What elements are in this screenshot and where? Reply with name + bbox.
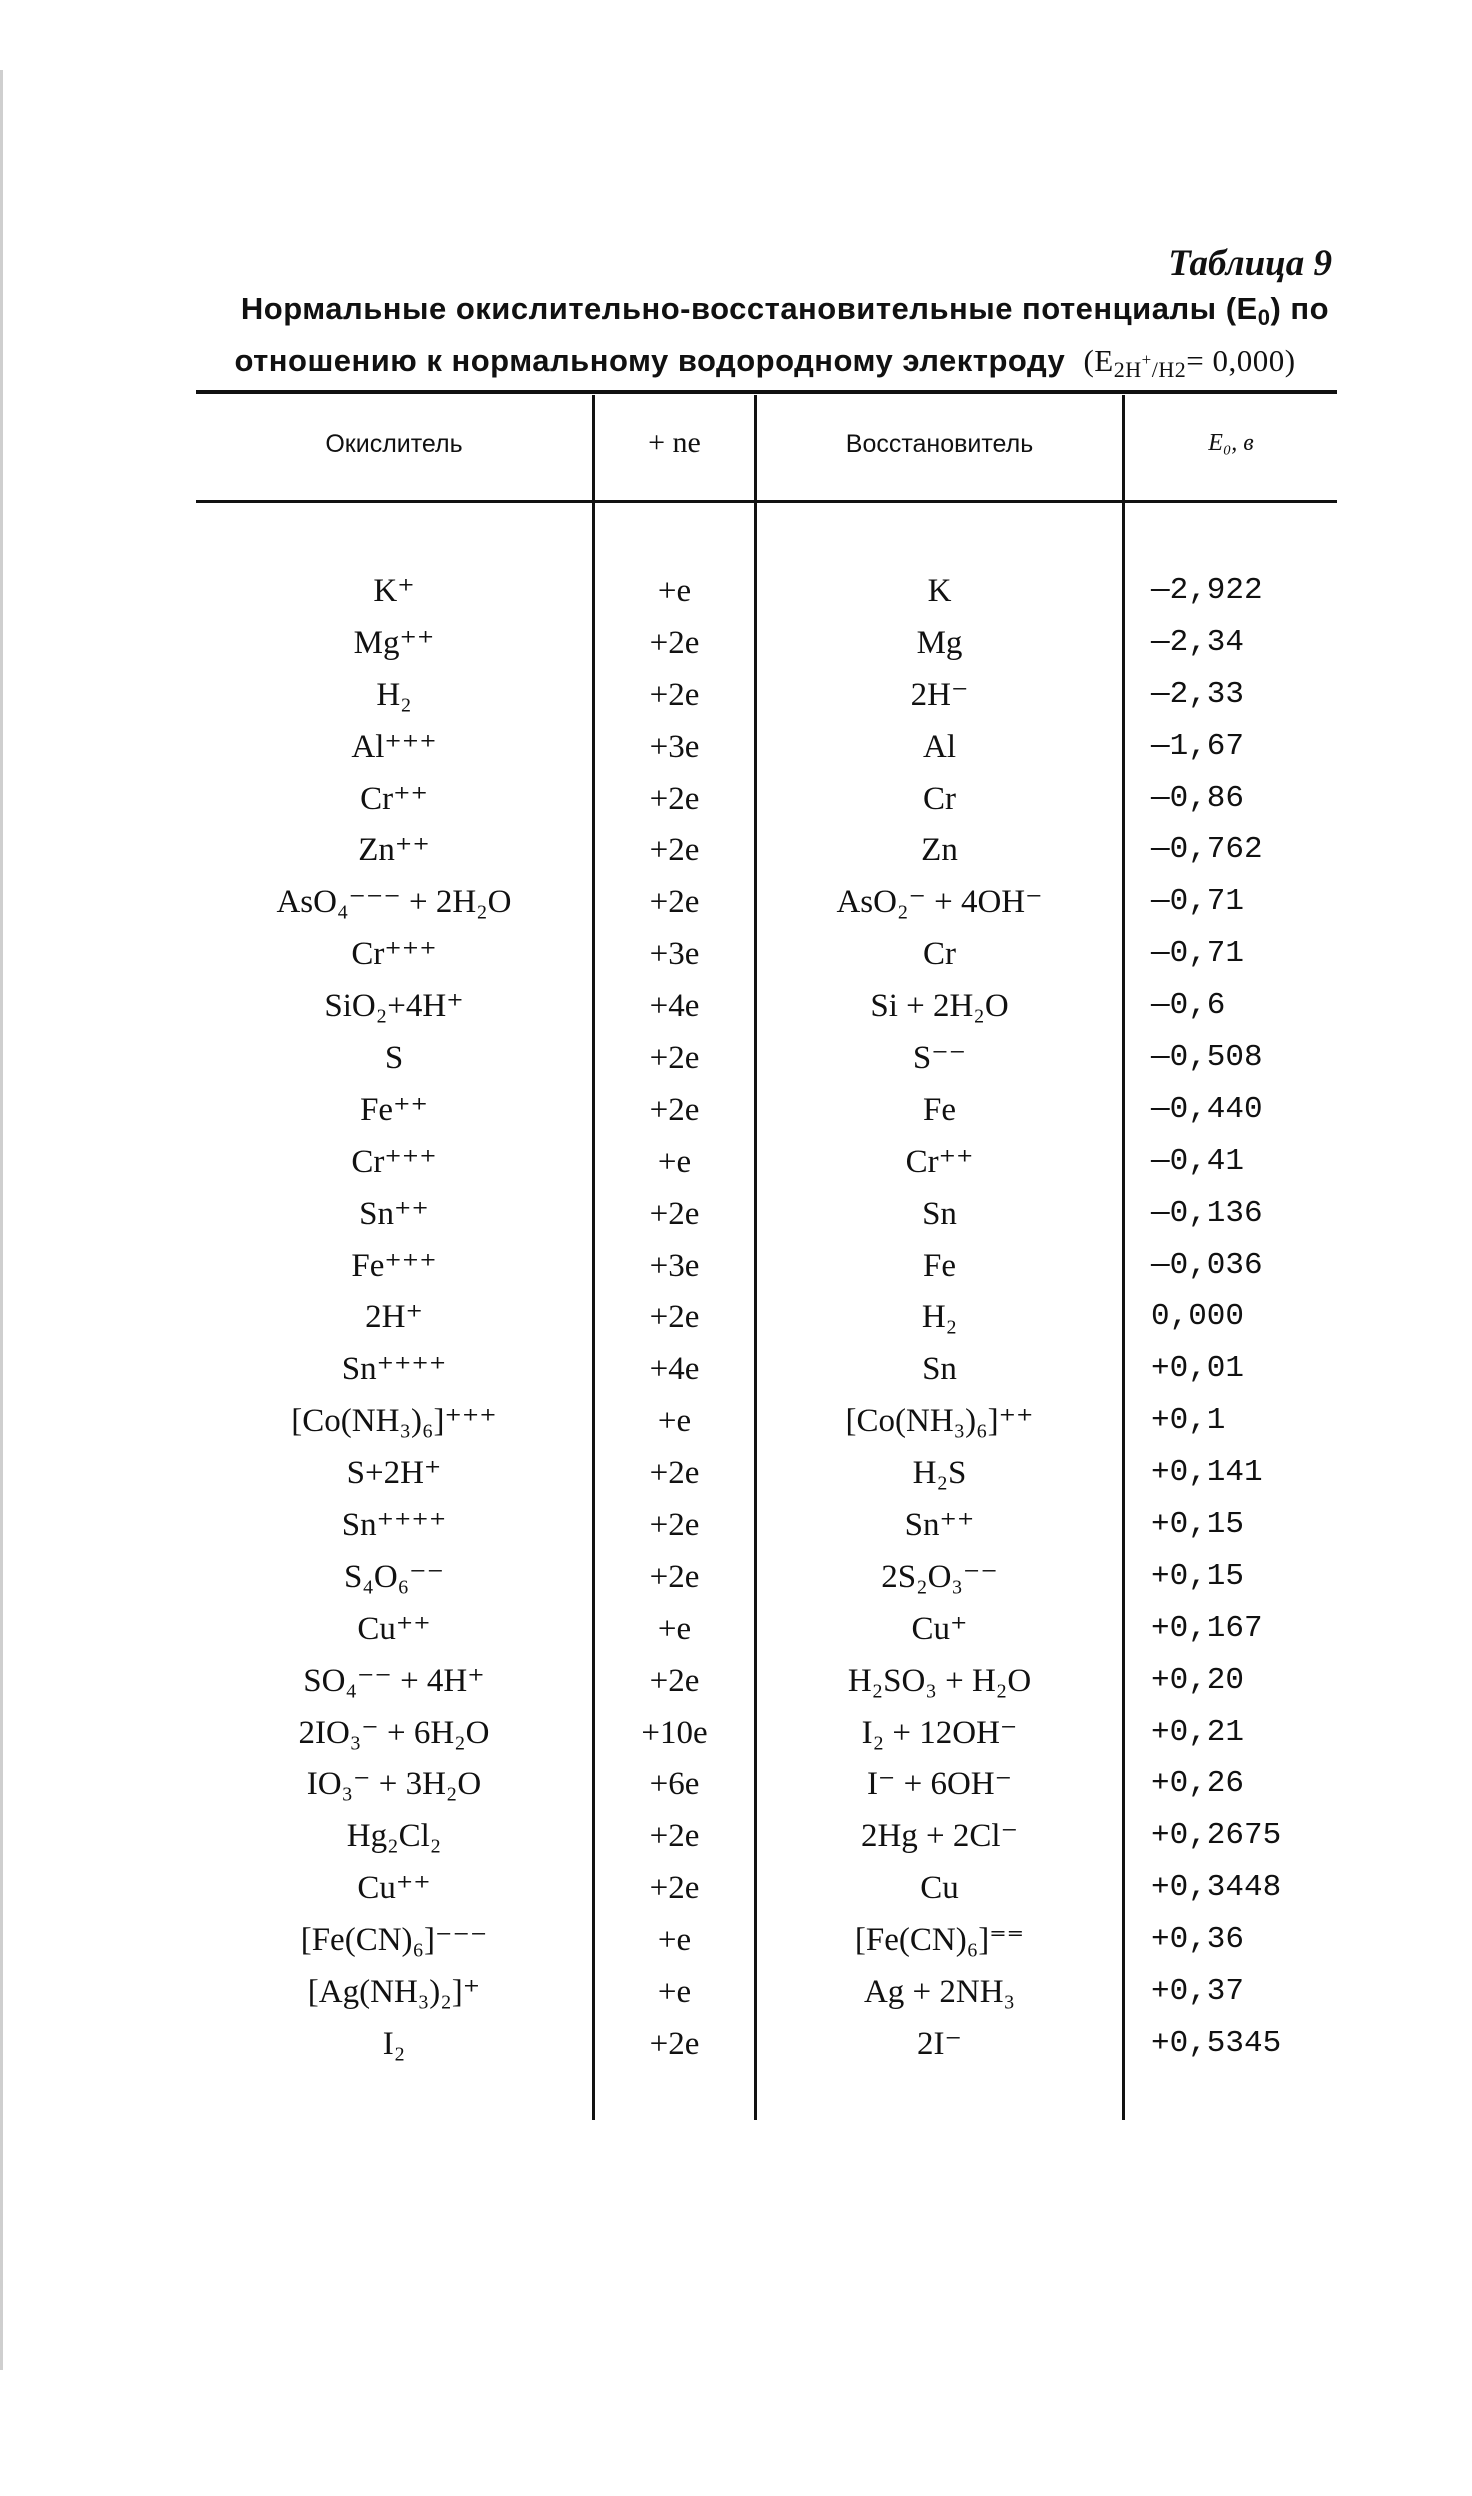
electrons-cell: +2e (649, 624, 700, 661)
electrons-cell: +2e (649, 2025, 700, 2062)
oxidant-cell: SiO₂+4H⁺ (324, 988, 464, 1025)
table-row (0, 1707, 1472, 1759)
reductant-cell: Cr (923, 780, 956, 817)
reductant-cell: Cr (923, 936, 956, 973)
title-line-2: отношению к нормальному водородному электроду $(E_{2H^+/H2}= 0,000)$ (234, 343, 1296, 382)
table-row (0, 721, 1472, 773)
oxidant-cell: Fe⁺⁺ (360, 1091, 428, 1128)
potential-cell: —1,67 (1151, 728, 1245, 764)
reductant-cell: Si + 2H₂O (870, 988, 1009, 1025)
table-row (0, 1343, 1472, 1395)
electrons-cell: +2e (649, 1558, 700, 1595)
header-potential: E₀, в (1208, 430, 1254, 456)
table-row (0, 669, 1472, 721)
table-row (0, 617, 1472, 669)
oxidant-cell: I₂ (382, 2025, 406, 2062)
electrons-cell: +3e (649, 1247, 700, 1284)
reductant-cell: [Co(NH₃)₆]⁺⁺ (845, 1403, 1034, 1440)
electrons-cell: +4e (649, 988, 700, 1025)
oxidant-cell: Cr⁺⁺⁺ (351, 936, 437, 973)
oxidant-cell: Fe⁺⁺⁺ (351, 1247, 437, 1284)
reductant-cell: Cr⁺⁺ (905, 1143, 974, 1180)
electrons-cell: +2e (649, 780, 700, 817)
reductant-cell: Sn (922, 1195, 957, 1232)
reductant-cell: Sn⁺⁺ (904, 1507, 975, 1544)
table-row (0, 824, 1472, 876)
potential-cell: +0,5345 (1151, 2025, 1282, 2061)
table-row (0, 1240, 1472, 1292)
electrons-cell: +2e (649, 1195, 700, 1232)
table-label: Таблица 9 (1168, 243, 1332, 284)
oxidant-cell: S+2H⁺ (346, 1455, 442, 1492)
oxidant-cell: Sn⁺⁺⁺⁺ (341, 1507, 447, 1544)
potential-cell: —0,41 (1151, 1143, 1245, 1179)
electrons-cell: +2e (649, 1299, 700, 1336)
electrons-cell: +3e (649, 936, 700, 973)
potential-cell: —0,762 (1151, 832, 1263, 868)
oxidant-cell: 2IO₃⁻ + 6H₂O (298, 1714, 490, 1751)
reductant-cell: Al (923, 728, 956, 765)
oxidant-cell: Zn⁺⁺ (358, 832, 430, 869)
electrons-cell: +2e (649, 1455, 700, 1492)
electrons-cell: +3e (649, 728, 700, 765)
electrons-cell: +2e (649, 676, 700, 713)
electrons-cell: +2e (649, 1870, 700, 1907)
potential-cell: +0,3448 (1151, 1870, 1282, 1906)
electrons-cell: +2e (649, 1662, 700, 1699)
oxidant-cell: S₄O₆⁻⁻ (343, 1558, 445, 1595)
reductant-cell: AsO₂⁻ + 4OH⁻ (836, 884, 1043, 921)
electrons-cell: +2e (649, 1818, 700, 1855)
potential-cell: +0,1 (1151, 1403, 1226, 1439)
oxidant-cell: S (384, 1040, 404, 1077)
reductant-cell: Ag + 2NH₃ (863, 1974, 1016, 2011)
table-row (0, 1551, 1472, 1603)
table-row (0, 1188, 1472, 1240)
potential-cell: —2,34 (1151, 624, 1245, 660)
reductant-cell: [Fe(CN)₆]⁼⁼ (854, 1922, 1025, 1959)
table-row (0, 1966, 1472, 2018)
reductant-cell: Zn (921, 832, 958, 869)
oxidant-cell: Cu⁺⁺ (357, 1610, 431, 1647)
potential-cell: —0,86 (1151, 780, 1245, 816)
reductant-cell: 2Hg + 2Cl⁻ (860, 1818, 1019, 1855)
potential-cell: +0,167 (1151, 1610, 1263, 1646)
electrons-cell: +e (657, 1610, 692, 1647)
reductant-cell: Mg (916, 624, 963, 661)
electrons-cell: +e (657, 1922, 692, 1959)
reductant-cell: I⁻ + 6OH⁻ (866, 1766, 1013, 1803)
table-row (0, 1862, 1472, 1914)
header-electrons: + ne (648, 426, 701, 459)
table-row (0, 565, 1472, 617)
oxidant-cell: Cr⁺⁺ (360, 780, 428, 817)
oxidant-cell: [Fe(CN)₆]⁻⁻⁻ (300, 1922, 488, 1959)
electrons-cell: +10e (641, 1714, 708, 1751)
potential-cell: +0,01 (1151, 1351, 1245, 1387)
table-row (0, 1395, 1472, 1447)
potential-cell: +0,15 (1151, 1507, 1245, 1543)
header-bottom-rule (196, 500, 1337, 503)
potential-cell: 0,000 (1151, 1299, 1245, 1335)
oxidant-cell: 2H⁺ (365, 1299, 423, 1336)
table-row (0, 928, 1472, 980)
header-oxidant: Окислитель (325, 430, 463, 458)
header-reductant: Восстановитель (845, 430, 1034, 458)
potential-cell: —2,33 (1151, 676, 1245, 712)
electrons-cell: +e (657, 1974, 692, 2011)
potential-cell: —0,136 (1151, 1195, 1263, 1231)
table-body (0, 565, 1472, 2070)
potential-cell: +0,26 (1151, 1766, 1245, 1802)
potential-cell: +0,15 (1151, 1558, 1245, 1594)
electrons-cell: +4e (649, 1351, 700, 1388)
electrons-cell: +6e (649, 1766, 700, 1803)
reductant-cell: S⁻⁻ (912, 1040, 967, 1077)
table-row (0, 876, 1472, 928)
electrons-cell: +e (657, 1403, 692, 1440)
reductant-cell: I₂ + 12OH⁻ (861, 1714, 1018, 1751)
oxidant-cell: K⁺ (373, 573, 415, 609)
oxidant-cell: AsO₄⁻⁻⁻ + 2H₂O (276, 884, 512, 921)
reductant-cell: 2S₂O₃⁻⁻ (881, 1558, 998, 1595)
potential-cell: —2,922 (1151, 573, 1263, 608)
potential-cell: —0,440 (1151, 1091, 1263, 1127)
table-top-rule (196, 390, 1337, 394)
reductant-cell: 2I⁻ (917, 2025, 962, 2062)
oxidant-cell: Cu⁺⁺ (357, 1870, 431, 1907)
oxidant-cell: Hg₂Cl₂ (346, 1818, 442, 1855)
title-line-1: Нормальные окислительно-восстановительные потенциалы $(E_0)$ по (240, 291, 1330, 330)
table-row (0, 773, 1472, 825)
oxidant-cell: Cr⁺⁺⁺ (351, 1143, 437, 1180)
table-row (0, 1810, 1472, 1862)
reductant-cell: Cu⁺ (911, 1610, 968, 1647)
reductant-cell: Fe (923, 1247, 956, 1284)
reductant-cell: Cu (920, 1870, 959, 1907)
potential-cell: —0,71 (1151, 884, 1245, 920)
table-row (0, 1291, 1472, 1343)
oxidant-cell: IO₃⁻ + 3H₂O (306, 1766, 482, 1803)
reductant-cell: 2H⁻ (910, 676, 969, 713)
oxidant-cell: H₂ (376, 676, 412, 713)
reductant-cell: K (927, 573, 952, 609)
potential-cell: +0,141 (1151, 1455, 1263, 1491)
oxidant-cell: [Co(NH₃)₆]⁺⁺⁺ (291, 1403, 497, 1440)
oxidant-cell: Sn⁺⁺ (359, 1195, 429, 1232)
table-row (0, 1447, 1472, 1499)
table-row (0, 1914, 1472, 1966)
electrons-cell: +2e (649, 832, 700, 869)
hydrogen-electrode-formula: $(E_{2H^+/H2}= 0,000)$ (1083, 343, 1296, 382)
potential-cell: +0,36 (1151, 1922, 1245, 1958)
table-row (0, 1655, 1472, 1707)
electrons-cell: +e (657, 1143, 692, 1180)
table-title (195, 288, 1335, 391)
potential-cell: +0,21 (1151, 1714, 1245, 1750)
table-row (0, 1499, 1472, 1551)
table-row (0, 1136, 1472, 1188)
table-row (0, 2018, 1472, 2070)
oxidant-cell: Al⁺⁺⁺ (351, 728, 437, 765)
potential-cell: —0,71 (1151, 936, 1245, 972)
potential-cell: +0,37 (1151, 1974, 1245, 2010)
electrons-cell: +2e (649, 884, 700, 921)
reductant-cell: H₂ (921, 1299, 958, 1336)
table-row (0, 980, 1472, 1032)
electrons-cell: +2e (649, 1091, 700, 1128)
table-row (0, 1084, 1472, 1136)
potential-cell: —0,508 (1151, 1040, 1263, 1076)
table-row (0, 1032, 1472, 1084)
table-row (0, 1758, 1472, 1810)
oxidant-cell: Sn⁺⁺⁺⁺ (341, 1351, 447, 1388)
potential-cell: —0,6 (1151, 988, 1226, 1024)
potential-cell: +0,20 (1151, 1662, 1245, 1698)
reductant-cell: Sn (922, 1351, 957, 1388)
potential-cell: +0,2675 (1151, 1818, 1282, 1854)
oxidant-cell: [Ag(NH₃)₂]⁺ (307, 1974, 481, 2011)
reductant-cell: H₂SO₃ + H₂O (847, 1662, 1032, 1699)
reductant-cell: Fe (923, 1091, 956, 1128)
reductant-cell: H₂S (912, 1455, 967, 1492)
oxidant-cell: Mg⁺⁺ (353, 624, 435, 661)
table-row (0, 1603, 1472, 1655)
electrons-cell: +e (657, 573, 692, 609)
electrons-cell: +2e (649, 1040, 700, 1077)
oxidant-cell: SO₄⁻⁻ + 4H⁺ (303, 1662, 485, 1699)
potential-cell: —0,036 (1151, 1247, 1263, 1283)
electrons-cell: +2e (649, 1507, 700, 1544)
